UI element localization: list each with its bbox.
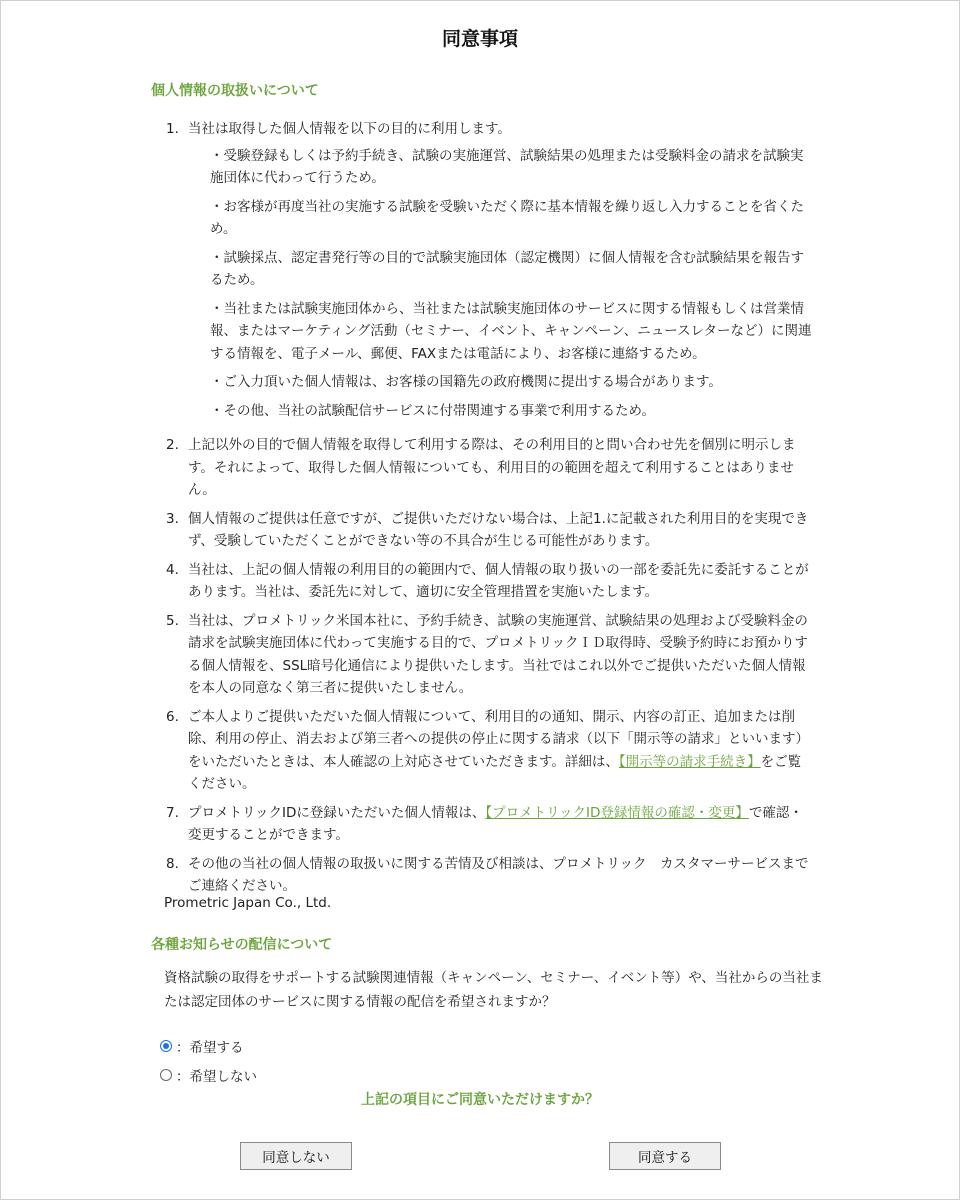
list-item bbox=[166, 802, 814, 847]
radio-option-subscribe[interactable] bbox=[160, 1036, 244, 1056]
purpose-item: ・当社または試験実施団体から、当社または試験実施団体のサービスに関する情報もしくは営業情報、またはマーケティング活動（セミナー、イベント、キャンペーン、ニュースレターなど）に関連する情報を、電子メール、郵便、FAXまたは電話により、お客様に連絡するため。 bbox=[210, 300, 812, 362]
item-text bbox=[188, 706, 814, 796]
item-number: 3. bbox=[166, 510, 179, 527]
radio-button-checked[interactable] bbox=[160, 1040, 172, 1052]
item-number: 5. bbox=[166, 612, 179, 629]
purpose-item: ・その他、当社の試験配信サービスに付帯関連する事業で利用するため。 bbox=[210, 402, 655, 419]
item-number: 8. bbox=[166, 855, 179, 872]
list-item bbox=[166, 559, 814, 604]
item-text: 上記以外の目的で個人情報を取得して利用する際は、その利用目的と問い合わせ先を個別に明示します。それによって、取得した個人情報についても、利用目的の範囲を超えて利用することはありません。 bbox=[188, 437, 796, 498]
item-text-after: をご覧ください。 bbox=[188, 753, 802, 792]
radio-option-unsubscribe[interactable] bbox=[160, 1065, 257, 1085]
prometric-id-settings-link[interactable]: 【プロメトリックID登録情報の確認・変更】 bbox=[485, 804, 749, 821]
item-number: 1. bbox=[166, 121, 179, 137]
item-text: 当社は、プロメトリック米国本社に、予約手続き、試験の実施運営、試験結果の処理および受験料金の請求を試験実施団体に代わって実施する目的で、プロメトリックＩＤ取得時、受験予約時にお預かりする個人情報を、SSL暗号化通信により提供いたします。当社ではこれ以外でご提供いただいた個人情報を本人の同意なく第三者に提供いたしません。 bbox=[188, 612, 809, 696]
purpose-item: ・試験採点、認定書発行等の目的で試験実施団体（認定機関）に個人情報を含む試験結果を報告するため。 bbox=[210, 249, 804, 288]
newsletter-heading: 各種お知らせの配信について bbox=[151, 937, 333, 953]
purpose-item: ・受験登録もしくは予約手続き、試験の実施運営、試験結果の処理または受験料金の請求を試験実施団体に代わって行うため。 bbox=[210, 147, 804, 186]
list-item bbox=[166, 508, 814, 553]
agree-button[interactable]: 同意する bbox=[609, 1142, 721, 1170]
newsletter-question: 資格試験の取得をサポートする試験関連情報（キャンペーン、セミナー、イベント等）や、当社からの当社または認定団体のサービスに関する情報の配信を希望されますか？ bbox=[164, 970, 823, 1010]
list-item bbox=[166, 610, 814, 700]
privacy-heading: 個人情報の取扱いについて bbox=[151, 83, 319, 99]
item-text: 個人情報のご提供は任意ですが、ご提供いただけない場合は、上記1.に記載された利用目的を実現できず、受験していただくことができない等の不具合が生じる可能性があります。 bbox=[188, 510, 809, 549]
item-number: 2. bbox=[166, 437, 179, 453]
company-name: Prometric Japan Co., Ltd. bbox=[164, 895, 332, 911]
radio-label: ：希望しない bbox=[176, 1069, 257, 1085]
purpose-item: ・ご入力頂いた個人情報は、お客様の国籍先の政府機関に提出する場合があります。 bbox=[210, 374, 722, 390]
item-text-after: で確認・変更することができます。 bbox=[188, 804, 803, 843]
disclosure-procedure-link[interactable]: 【開示等の請求手続き】 bbox=[618, 753, 761, 770]
list-item bbox=[166, 853, 814, 898]
item-number: 7. bbox=[166, 804, 179, 821]
disagree-button[interactable]: 同意しない bbox=[240, 1142, 352, 1170]
item-number: 6. bbox=[166, 708, 179, 725]
radio-button-unchecked[interactable] bbox=[160, 1069, 172, 1081]
item-text-before: プロメトリックIDに登録いただいた個人情報は、 bbox=[188, 804, 486, 821]
item-text: 当社は取得した個人情報を以下の目的に利用します。 bbox=[188, 121, 511, 137]
list-item bbox=[166, 434, 814, 502]
item-text bbox=[188, 802, 814, 847]
page-title: 同意事項 bbox=[441, 28, 518, 50]
item-number: 4. bbox=[166, 561, 179, 578]
item-text: その他の当社の個人情報の取扱いに関する苦情及び相談は、プロメトリック カスタマーサービスまでご連絡ください。 bbox=[188, 855, 809, 894]
list-item bbox=[166, 118, 814, 428]
item-text: 当社は、上記の個人情報の利用目的の範囲内で、個人情報の取り扱いの一部を委託先に委託することがあります。当社は、委託先に対して、適切に安全管理措置を実施いたします。 bbox=[188, 561, 809, 600]
list-item bbox=[166, 706, 814, 796]
radio-label: ：希望する bbox=[176, 1040, 244, 1056]
purpose-item: ・お客様が再度当社の実施する試験を受験いただく際に基本情報を繰り返し入力することを省くため。 bbox=[210, 198, 804, 237]
privacy-list bbox=[166, 118, 814, 904]
item-text-before: ご本人よりご提供いただいた個人情報について、利用目的の通知、開示、内容の訂正、追加または削除、利用の停止、消去および第三者への提供の停止に関する請求（以下「開示等の請求」といいます）をいただいたときは、本人確認の上対応させていただきます。詳細は、 bbox=[188, 708, 809, 770]
agreement-question: 上記の項目にご同意いただけますか？ bbox=[361, 1092, 599, 1108]
